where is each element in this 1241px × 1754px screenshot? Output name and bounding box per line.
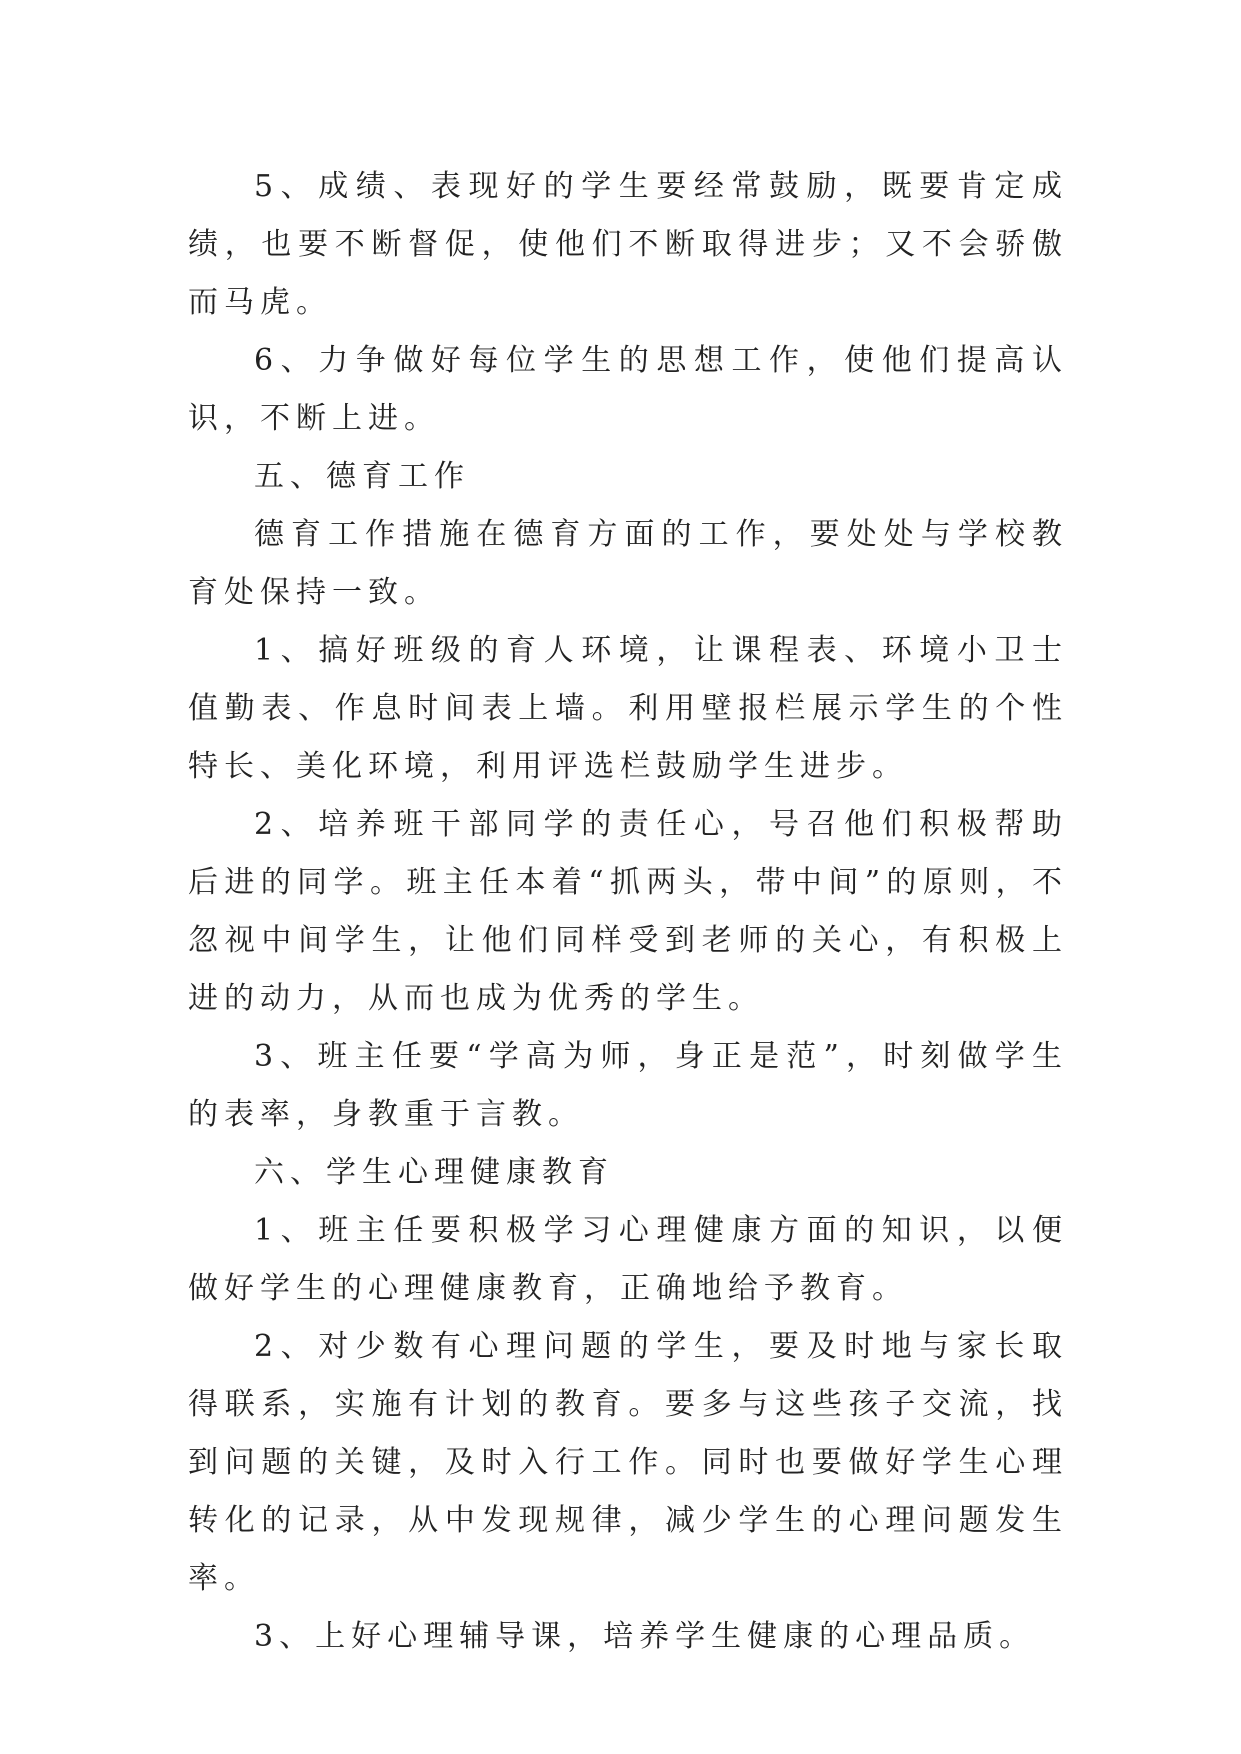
section-heading-moral-education: 五、德育工作 [254,459,470,494]
paragraph-counseling-class: 3、上好心理辅导课，培养学生健康的心理品质。 [254,1619,1036,1654]
section-heading-mental-health: 六、学生心理健康教育 [254,1155,614,1190]
paragraph-class-environment: 1、搞好班级的育人环境，让课程表、环境小卫士值勤表、作息时间表上墙。利用壁报栏展示学生的个性特长、美化环境，利用评选栏鼓励学生进步。 [188,633,1068,784]
paragraph-encourage-students: 5、成绩、表现好的学生要经常鼓励，既要肯定成绩，也要不断督促，使他们不断取得进步；又不会骄傲而马虎。 [188,169,1068,320]
document-body [188,158,1068,1666]
paragraph-ideological-work: 6、力争做好每位学生的思想工作，使他们提高认识，不断上进。 [188,343,1068,436]
paragraph-moral-education-measures: 德育工作措施在德育方面的工作，要处处与学校教育处保持一致。 [188,517,1068,610]
paragraph-teacher-example: 3、班主任要“学高为师，身正是范”，时刻做学生的表率，身教重于言教。 [188,1039,1068,1132]
paragraph-mental-health-knowledge: 1、班主任要积极学习心理健康方面的知识，以便做好学生的心理健康教育，正确地给予教育。 [188,1213,1068,1306]
paragraph-class-cadres: 2、培养班干部同学的责任心，号召他们积极帮助后进的同学。班主任本着“抓两头，带中间”的原则，不忽视中间学生，让他们同样受到老师的关心，有积极上进的动力，从而也成为优秀的学生。 [188,807,1068,1016]
paragraph-problem-students: 2、对少数有心理问题的学生，要及时地与家长取得联系，实施有计划的教育。要多与这些孩子交流，找到问题的关键，及时入行工作。同时也要做好学生心理转化的记录，从中发现规律，减少学生的心理问题发生率。 [188,1329,1068,1596]
